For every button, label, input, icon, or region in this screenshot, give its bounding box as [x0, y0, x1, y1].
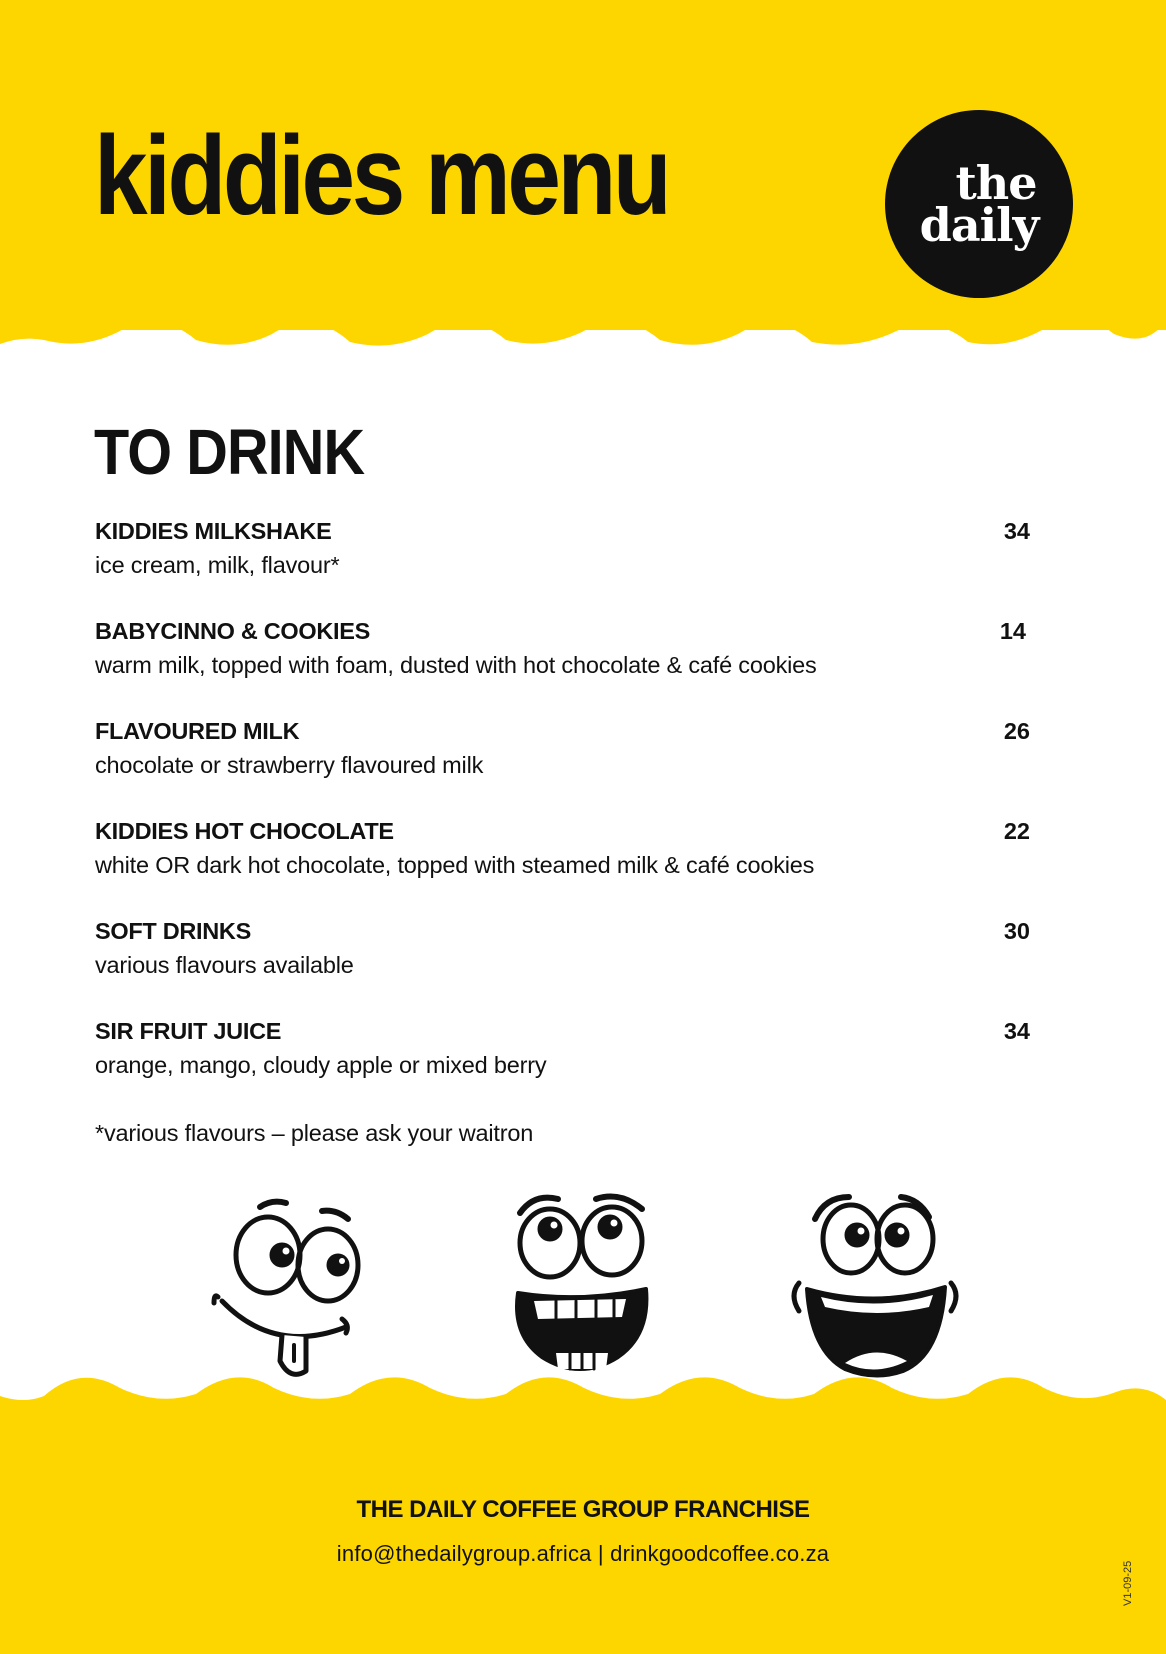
drink-menu-list — [95, 518, 1030, 1118]
item-price: 34 — [1003, 1018, 1030, 1044]
item-description: ice cream, milk, flavour* — [95, 552, 340, 578]
menu-item — [95, 718, 1030, 818]
logo-line-2: daily — [919, 198, 1039, 252]
item-name: BABYCINNO & COOKIES — [95, 618, 371, 644]
menu-item — [95, 518, 1030, 618]
faces-illustration — [0, 1185, 1166, 1385]
header-scallop-edge — [0, 300, 1166, 370]
footer-title: THE DAILY COFFEE GROUP FRANCHISE — [356, 1496, 810, 1523]
menu-item — [95, 818, 1030, 918]
the-daily-logo — [885, 110, 1073, 298]
logo-line-1: the — [955, 155, 1037, 210]
laughing-face-icon — [785, 1185, 965, 1385]
menu-item — [95, 1018, 1030, 1118]
menu-item — [95, 618, 1030, 718]
footer-band — [0, 1404, 1166, 1654]
tongue-face-icon — [210, 1185, 370, 1385]
version-code: V1-09-25 — [1122, 1560, 1134, 1606]
item-price: 14 — [999, 618, 1026, 644]
item-description: warm milk, topped with foam, dusted with hot chocolate & café cookies — [95, 652, 817, 678]
grinning-teeth-face-icon — [500, 1185, 660, 1385]
item-price: 26 — [1003, 718, 1030, 744]
item-name: KIDDIES HOT CHOCOLATE — [95, 818, 394, 844]
item-price: 22 — [1003, 818, 1030, 844]
item-name: SOFT DRINKS — [95, 918, 251, 944]
item-description: orange, mango, cloudy apple or mixed berry — [95, 1052, 547, 1078]
footer-contact: info@thedailygroup.africa | drinkgoodcoffee.co.za — [336, 1541, 830, 1566]
item-description: white OR dark hot chocolate, topped with steamed milk & café cookies — [95, 852, 815, 878]
footnote: *various flavours – please ask your waitron — [95, 1120, 534, 1146]
item-name: FLAVOURED MILK — [95, 718, 300, 744]
item-price: 34 — [1003, 518, 1030, 544]
item-name: SIR FRUIT JUICE — [95, 1018, 282, 1044]
section-title: TO DRINK — [94, 416, 365, 488]
item-description: chocolate or strawberry flavoured milk — [95, 752, 484, 778]
page-title: kiddies menu — [94, 113, 669, 238]
item-name: KIDDIES MILKSHAKE — [95, 518, 332, 544]
menu-item — [95, 918, 1030, 1018]
item-description: various flavours available — [95, 952, 354, 978]
item-price: 30 — [1003, 918, 1030, 944]
